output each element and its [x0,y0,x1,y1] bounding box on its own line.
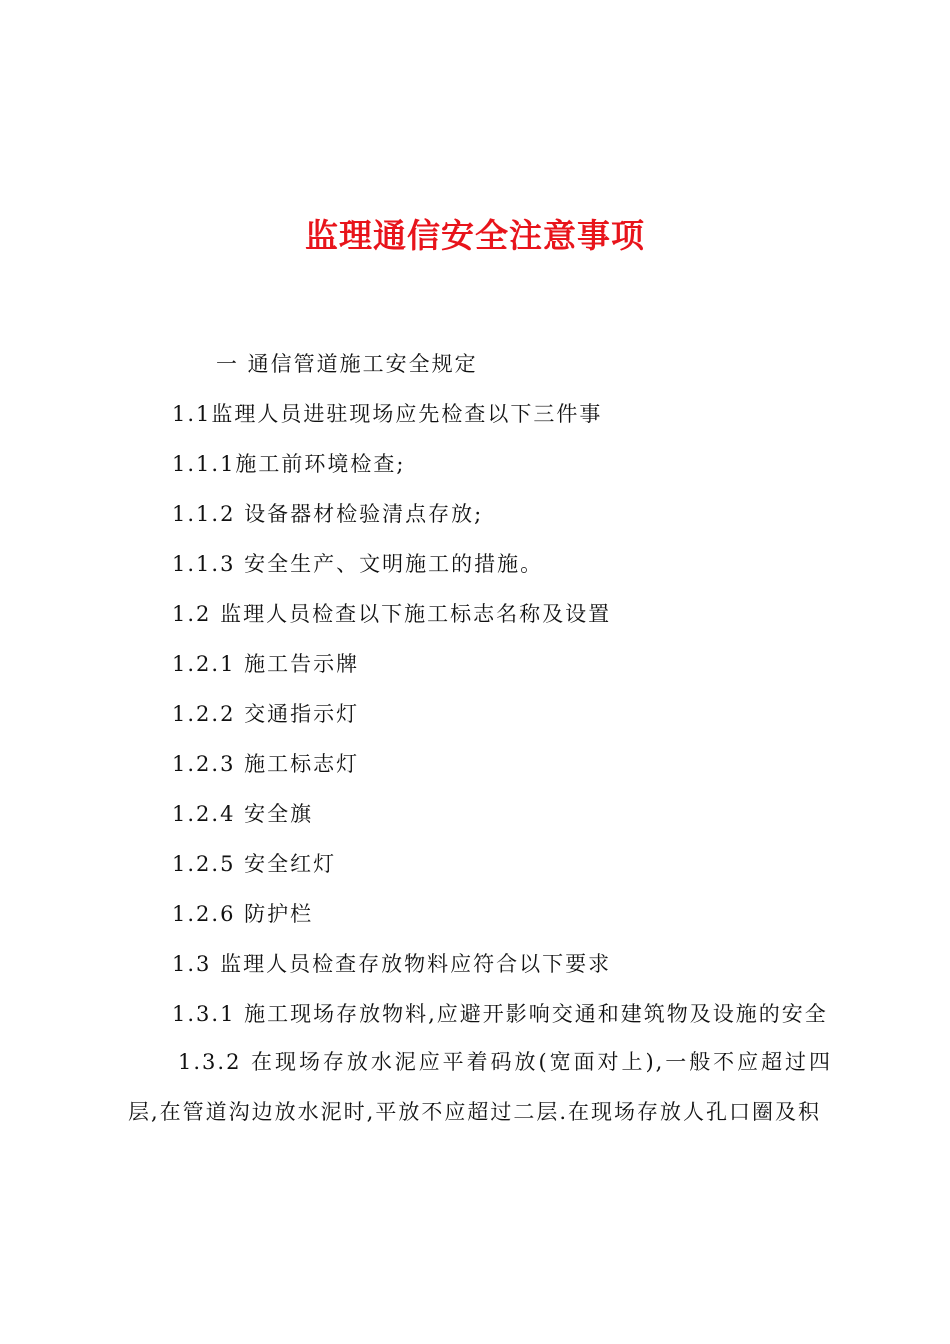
section-heading: 一 通信管道施工安全规定 [216,352,478,376]
text-line: 1.1.1施工前环境检查; [172,452,406,476]
body-paragraph: 1.3.2 在现场存放水泥应平着码放(宽面对上),一般不应超过四层,在管道沟边放水泥时,平放不应超过二层.在现场存放人孔口圈及积 [128,1050,832,1124]
text-line: 1.2.6 防护栏 [172,902,314,926]
text-line: 1.3 监理人员检查存放物料应符合以下要求 [172,952,612,976]
text-line: 1.1.2 设备器材检验清点存放; [172,502,484,526]
document-title: 监理通信安全注意事项 [305,216,645,255]
text-line: 1.2.3 施工标志灯 [172,752,360,776]
text-line: 1.1监理人员进驻现场应先检查以下三件事 [172,402,603,426]
text-line: 1.2.4 安全旗 [172,802,314,826]
text-line: 1.2 监理人员检查以下施工标志名称及设置 [172,602,612,626]
text-line: 1.2.2 交通指示灯 [172,702,360,726]
text-line: 1.3.1 施工现场存放物料,应避开影响交通和建筑物及设施的安全 [172,1002,828,1026]
text-line: 1.2.1 施工告示牌 [172,652,360,676]
text-line: 1.2.5 安全红灯 [172,852,337,876]
text-line: 1.1.3 安全生产、文明施工的措施。 [172,552,544,576]
